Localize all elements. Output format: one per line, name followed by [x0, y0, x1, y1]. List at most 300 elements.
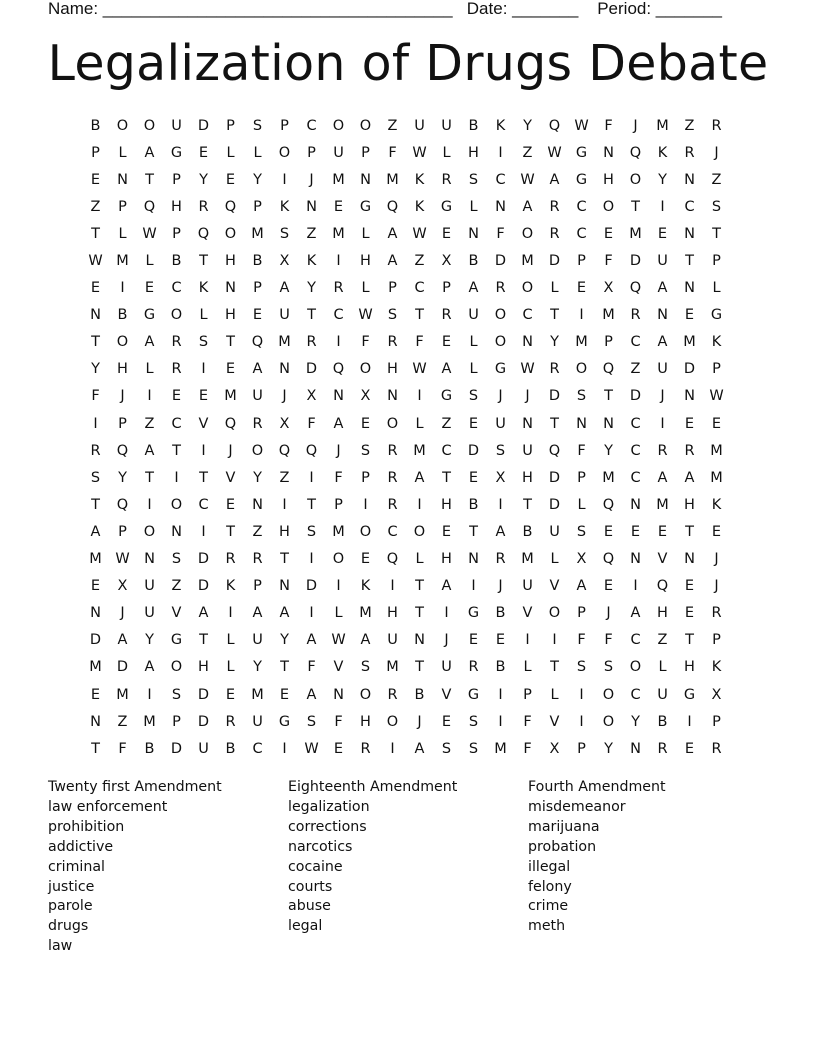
grid-letter[interactable]: Q: [386, 198, 399, 215]
grid-letter[interactable]: S: [171, 686, 182, 703]
grid-letter[interactable]: H: [684, 496, 695, 513]
grid-letter[interactable]: E: [90, 686, 101, 703]
grid-letter[interactable]: T: [145, 171, 154, 188]
grid-letter[interactable]: U: [198, 740, 209, 757]
grid-letter[interactable]: M: [359, 605, 372, 622]
grid-letter[interactable]: A: [468, 280, 479, 297]
grid-letter[interactable]: R: [711, 740, 722, 757]
grid-letter[interactable]: U: [495, 415, 506, 432]
grid-letter[interactable]: O: [359, 361, 372, 378]
grid-letter[interactable]: R: [495, 551, 506, 568]
grid-letter[interactable]: Z: [90, 198, 101, 215]
grid-letter[interactable]: U: [171, 117, 182, 134]
grid-letter[interactable]: I: [174, 469, 179, 486]
grid-letter[interactable]: I: [363, 496, 368, 513]
grid-letter[interactable]: R: [387, 496, 398, 513]
grid-letter[interactable]: P: [307, 144, 316, 161]
grid-letter[interactable]: K: [360, 578, 371, 595]
grid-letter[interactable]: E: [279, 686, 290, 703]
grid-letter[interactable]: W: [115, 551, 130, 568]
grid-letter[interactable]: B: [144, 740, 155, 757]
grid-letter[interactable]: T: [442, 469, 451, 486]
grid-letter[interactable]: X: [549, 740, 560, 757]
grid-letter[interactable]: V: [441, 686, 452, 703]
grid-letter[interactable]: T: [226, 334, 235, 351]
grid-letter[interactable]: P: [442, 280, 451, 297]
grid-letter[interactable]: I: [93, 415, 98, 432]
grid-letter[interactable]: E: [441, 713, 452, 730]
grid-letter[interactable]: M: [251, 686, 264, 703]
grid-letter[interactable]: E: [630, 523, 641, 540]
grid-letter[interactable]: S: [279, 225, 290, 242]
grid-letter[interactable]: Z: [630, 361, 641, 378]
grid-letter[interactable]: M: [278, 334, 291, 351]
grid-letter[interactable]: B: [252, 253, 263, 270]
grid-letter[interactable]: I: [552, 632, 557, 649]
grid-letter[interactable]: Q: [143, 198, 156, 215]
grid-letter[interactable]: P: [604, 334, 613, 351]
grid-letter[interactable]: G: [440, 388, 453, 405]
grid-letter[interactable]: P: [172, 171, 181, 188]
grid-letter[interactable]: Q: [278, 442, 291, 459]
grid-letter[interactable]: E: [468, 469, 479, 486]
grid-letter[interactable]: Z: [441, 415, 452, 432]
grid-letter[interactable]: U: [333, 144, 344, 161]
grid-letter[interactable]: W: [547, 144, 562, 161]
grid-letter[interactable]: H: [522, 469, 533, 486]
grid-letter[interactable]: P: [118, 198, 127, 215]
grid-letter[interactable]: R: [225, 551, 236, 568]
grid-letter[interactable]: H: [225, 253, 236, 270]
grid-letter[interactable]: K: [414, 198, 425, 215]
grid-letter[interactable]: N: [495, 198, 506, 215]
grid-letter[interactable]: W: [520, 171, 535, 188]
grid-letter[interactable]: J: [309, 171, 314, 188]
grid-letter[interactable]: E: [198, 388, 209, 405]
grid-letter[interactable]: I: [336, 578, 341, 595]
grid-letter[interactable]: I: [147, 388, 152, 405]
grid-letter[interactable]: Z: [684, 117, 695, 134]
grid-letter[interactable]: O: [332, 117, 345, 134]
grid-letter[interactable]: E: [603, 523, 614, 540]
grid-letter[interactable]: D: [305, 578, 318, 595]
grid-letter[interactable]: T: [523, 496, 532, 513]
grid-letter[interactable]: E: [90, 578, 101, 595]
grid-letter[interactable]: N: [684, 280, 695, 297]
grid-letter[interactable]: A: [117, 632, 128, 649]
grid-letter[interactable]: H: [387, 361, 398, 378]
grid-letter[interactable]: N: [144, 551, 155, 568]
grid-letter[interactable]: Z: [657, 632, 668, 649]
grid-letter[interactable]: S: [576, 388, 587, 405]
grid-letter[interactable]: P: [388, 280, 397, 297]
grid-letter[interactable]: Y: [118, 469, 127, 486]
grid-letter[interactable]: T: [280, 551, 289, 568]
grid-letter[interactable]: P: [361, 469, 370, 486]
grid-letter[interactable]: J: [633, 117, 638, 134]
grid-letter[interactable]: U: [657, 686, 668, 703]
grid-letter[interactable]: A: [441, 361, 452, 378]
grid-letter[interactable]: M: [332, 523, 345, 540]
grid-letter[interactable]: E: [333, 198, 344, 215]
grid-letter[interactable]: I: [525, 632, 530, 649]
grid-letter[interactable]: M: [332, 171, 345, 188]
grid-letter[interactable]: I: [282, 740, 287, 757]
grid-letter[interactable]: A: [306, 686, 317, 703]
grid-letter[interactable]: A: [360, 632, 371, 649]
grid-letter[interactable]: O: [548, 605, 561, 622]
grid-letter[interactable]: Z: [522, 144, 533, 161]
grid-letter[interactable]: Z: [279, 469, 290, 486]
grid-letter[interactable]: J: [525, 388, 530, 405]
grid-letter[interactable]: F: [604, 253, 613, 270]
grid-letter[interactable]: O: [386, 415, 399, 432]
grid-letter[interactable]: T: [550, 415, 559, 432]
grid-letter[interactable]: P: [577, 469, 586, 486]
grid-letter[interactable]: L: [118, 144, 127, 161]
grid-letter[interactable]: V: [657, 551, 668, 568]
grid-letter[interactable]: H: [441, 551, 452, 568]
grid-letter[interactable]: L: [415, 415, 424, 432]
grid-letter[interactable]: F: [307, 659, 316, 676]
grid-letter[interactable]: R: [171, 361, 182, 378]
grid-letter[interactable]: L: [145, 253, 154, 270]
grid-letter[interactable]: B: [495, 605, 506, 622]
grid-letter[interactable]: A: [144, 334, 155, 351]
grid-letter[interactable]: R: [252, 551, 263, 568]
grid-letter[interactable]: M: [602, 469, 615, 486]
grid-letter[interactable]: X: [495, 469, 506, 486]
grid-letter[interactable]: C: [630, 632, 641, 649]
grid-letter[interactable]: J: [120, 388, 125, 405]
grid-letter[interactable]: I: [147, 686, 152, 703]
grid-letter[interactable]: A: [495, 523, 506, 540]
grid-letter[interactable]: E: [603, 225, 614, 242]
grid-letter[interactable]: A: [333, 415, 344, 432]
grid-letter[interactable]: F: [604, 117, 613, 134]
grid-letter[interactable]: A: [414, 469, 425, 486]
grid-letter[interactable]: Y: [91, 361, 100, 378]
grid-letter[interactable]: A: [279, 605, 290, 622]
grid-letter[interactable]: I: [498, 713, 503, 730]
grid-letter[interactable]: N: [603, 144, 614, 161]
grid-letter[interactable]: B: [522, 523, 533, 540]
grid-letter[interactable]: C: [630, 469, 641, 486]
grid-letter[interactable]: K: [711, 496, 722, 513]
grid-letter[interactable]: H: [279, 523, 290, 540]
grid-letter[interactable]: V: [522, 605, 533, 622]
grid-letter[interactable]: H: [360, 713, 371, 730]
grid-letter[interactable]: H: [657, 605, 668, 622]
grid-letter[interactable]: W: [574, 117, 589, 134]
grid-letter[interactable]: M: [602, 307, 615, 324]
grid-letter[interactable]: S: [468, 740, 479, 757]
grid-letter[interactable]: O: [170, 659, 183, 676]
grid-letter[interactable]: N: [468, 551, 479, 568]
grid-letter[interactable]: T: [307, 307, 316, 324]
grid-letter[interactable]: Q: [629, 280, 642, 297]
grid-letter[interactable]: A: [279, 280, 290, 297]
grid-letter[interactable]: P: [577, 740, 586, 757]
grid-letter[interactable]: R: [684, 442, 695, 459]
grid-letter[interactable]: F: [496, 225, 505, 242]
grid-letter[interactable]: G: [143, 307, 156, 324]
grid-letter[interactable]: L: [253, 144, 262, 161]
grid-letter[interactable]: O: [521, 225, 534, 242]
grid-letter[interactable]: S: [576, 523, 587, 540]
grid-letter[interactable]: Q: [116, 442, 129, 459]
grid-letter[interactable]: P: [712, 713, 721, 730]
grid-letter[interactable]: T: [712, 225, 721, 242]
grid-letter[interactable]: M: [116, 253, 129, 270]
grid-letter[interactable]: L: [226, 632, 235, 649]
grid-letter[interactable]: N: [684, 388, 695, 405]
grid-letter[interactable]: I: [498, 686, 503, 703]
grid-letter[interactable]: O: [386, 713, 399, 730]
grid-letter[interactable]: Q: [548, 442, 561, 459]
grid-letter[interactable]: I: [201, 361, 206, 378]
grid-letter[interactable]: T: [280, 659, 289, 676]
grid-letter[interactable]: G: [467, 686, 480, 703]
grid-letter[interactable]: M: [89, 659, 102, 676]
grid-letter[interactable]: N: [90, 713, 101, 730]
grid-letter[interactable]: W: [142, 225, 157, 242]
grid-letter[interactable]: P: [334, 496, 343, 513]
grid-letter[interactable]: C: [171, 415, 182, 432]
grid-letter[interactable]: C: [576, 198, 587, 215]
grid-letter[interactable]: W: [358, 307, 373, 324]
grid-letter[interactable]: D: [89, 632, 102, 649]
grid-letter[interactable]: P: [361, 144, 370, 161]
grid-letter[interactable]: X: [279, 415, 290, 432]
grid-letter[interactable]: I: [147, 496, 152, 513]
grid-letter[interactable]: E: [225, 361, 236, 378]
grid-letter[interactable]: K: [495, 117, 506, 134]
grid-letter[interactable]: P: [226, 117, 235, 134]
grid-letter[interactable]: I: [336, 334, 341, 351]
grid-letter[interactable]: A: [549, 171, 560, 188]
grid-letter[interactable]: I: [390, 578, 395, 595]
grid-letter[interactable]: O: [629, 171, 642, 188]
grid-letter[interactable]: T: [550, 307, 559, 324]
grid-letter[interactable]: A: [657, 334, 668, 351]
grid-letter[interactable]: D: [683, 361, 696, 378]
grid-letter[interactable]: I: [309, 605, 314, 622]
grid-letter[interactable]: X: [306, 388, 317, 405]
grid-letter[interactable]: Q: [332, 361, 345, 378]
grid-letter[interactable]: V: [225, 469, 236, 486]
grid-letter[interactable]: I: [309, 469, 314, 486]
grid-letter[interactable]: E: [171, 388, 182, 405]
grid-letter[interactable]: E: [657, 523, 668, 540]
grid-letter[interactable]: R: [630, 307, 641, 324]
grid-letter[interactable]: A: [522, 198, 533, 215]
grid-letter[interactable]: N: [522, 415, 533, 432]
grid-letter[interactable]: C: [576, 225, 587, 242]
grid-letter[interactable]: C: [630, 334, 641, 351]
grid-letter[interactable]: Y: [658, 171, 667, 188]
grid-letter[interactable]: J: [282, 388, 287, 405]
grid-letter[interactable]: M: [224, 388, 237, 405]
grid-letter[interactable]: A: [198, 605, 209, 622]
grid-letter[interactable]: I: [282, 171, 287, 188]
grid-letter[interactable]: D: [197, 578, 210, 595]
grid-letter[interactable]: T: [199, 632, 208, 649]
grid-letter[interactable]: R: [171, 334, 182, 351]
grid-letter[interactable]: J: [498, 578, 503, 595]
grid-letter[interactable]: X: [711, 686, 722, 703]
grid-letter[interactable]: O: [494, 307, 507, 324]
grid-letter[interactable]: E: [468, 632, 479, 649]
grid-letter[interactable]: V: [171, 605, 182, 622]
grid-letter[interactable]: W: [412, 144, 427, 161]
grid-letter[interactable]: O: [602, 713, 615, 730]
grid-letter[interactable]: G: [170, 144, 183, 161]
grid-letter[interactable]: C: [198, 496, 209, 513]
grid-letter[interactable]: C: [630, 442, 641, 459]
grid-letter[interactable]: J: [228, 442, 233, 459]
grid-letter[interactable]: P: [712, 632, 721, 649]
grid-letter[interactable]: S: [603, 659, 614, 676]
grid-letter[interactable]: P: [280, 117, 289, 134]
grid-letter[interactable]: B: [468, 496, 479, 513]
grid-letter[interactable]: O: [251, 442, 264, 459]
grid-letter[interactable]: B: [90, 117, 101, 134]
grid-letter[interactable]: S: [360, 442, 371, 459]
grid-letter[interactable]: O: [116, 117, 129, 134]
grid-letter[interactable]: T: [415, 659, 424, 676]
grid-letter[interactable]: P: [253, 198, 262, 215]
grid-letter[interactable]: J: [714, 144, 719, 161]
grid-letter[interactable]: N: [387, 388, 398, 405]
grid-letter[interactable]: M: [710, 442, 723, 459]
grid-letter[interactable]: R: [252, 415, 263, 432]
grid-letter[interactable]: R: [495, 280, 506, 297]
grid-letter[interactable]: U: [657, 253, 668, 270]
grid-letter[interactable]: H: [360, 253, 371, 270]
grid-letter[interactable]: G: [170, 632, 183, 649]
grid-letter[interactable]: D: [197, 713, 210, 730]
grid-letter[interactable]: E: [225, 686, 236, 703]
grid-letter[interactable]: L: [145, 361, 154, 378]
grid-letter[interactable]: I: [498, 496, 503, 513]
grid-letter[interactable]: D: [197, 551, 210, 568]
grid-letter[interactable]: O: [116, 334, 129, 351]
grid-letter[interactable]: O: [359, 523, 372, 540]
grid-letter[interactable]: H: [171, 198, 182, 215]
grid-letter[interactable]: R: [549, 225, 560, 242]
grid-letter[interactable]: H: [225, 307, 236, 324]
grid-letter[interactable]: B: [414, 686, 425, 703]
grid-letter[interactable]: L: [226, 144, 235, 161]
grid-letter[interactable]: E: [441, 225, 452, 242]
grid-letter[interactable]: T: [145, 469, 154, 486]
grid-letter[interactable]: I: [579, 686, 584, 703]
grid-letter[interactable]: F: [577, 442, 586, 459]
grid-letter[interactable]: C: [630, 686, 641, 703]
grid-letter[interactable]: D: [629, 388, 642, 405]
grid-letter[interactable]: N: [522, 334, 533, 351]
grid-letter[interactable]: P: [577, 605, 586, 622]
grid-letter[interactable]: O: [332, 551, 345, 568]
grid-letter[interactable]: Q: [116, 496, 129, 513]
grid-letter[interactable]: P: [253, 280, 262, 297]
grid-letter[interactable]: Z: [711, 171, 722, 188]
grid-letter[interactable]: L: [118, 225, 127, 242]
grid-letter[interactable]: S: [171, 551, 182, 568]
grid-letter[interactable]: O: [359, 686, 372, 703]
grid-letter[interactable]: G: [575, 144, 588, 161]
grid-letter[interactable]: P: [118, 523, 127, 540]
grid-letter[interactable]: R: [549, 361, 560, 378]
grid-letter[interactable]: U: [549, 523, 560, 540]
grid-letter[interactable]: L: [361, 280, 370, 297]
grid-letter[interactable]: M: [332, 225, 345, 242]
grid-letter[interactable]: Y: [199, 171, 208, 188]
grid-letter[interactable]: O: [575, 361, 588, 378]
grid-letter[interactable]: J: [660, 388, 665, 405]
grid-letter[interactable]: F: [307, 415, 316, 432]
grid-letter[interactable]: T: [685, 632, 694, 649]
grid-letter[interactable]: I: [498, 144, 503, 161]
grid-letter[interactable]: U: [144, 605, 155, 622]
grid-letter[interactable]: G: [683, 686, 696, 703]
grid-letter[interactable]: I: [471, 578, 476, 595]
grid-letter[interactable]: N: [360, 171, 371, 188]
grid-letter[interactable]: U: [522, 578, 533, 595]
grid-letter[interactable]: R: [333, 280, 344, 297]
grid-letter[interactable]: P: [172, 225, 181, 242]
grid-letter[interactable]: Q: [224, 198, 237, 215]
grid-letter[interactable]: O: [629, 659, 642, 676]
grid-letter[interactable]: D: [494, 253, 507, 270]
grid-letter[interactable]: R: [657, 442, 668, 459]
grid-letter[interactable]: G: [278, 713, 291, 730]
grid-letter[interactable]: M: [386, 659, 399, 676]
grid-letter[interactable]: P: [712, 361, 721, 378]
grid-letter[interactable]: R: [657, 740, 668, 757]
grid-letter[interactable]: L: [361, 225, 370, 242]
grid-letter[interactable]: Q: [602, 551, 615, 568]
grid-letter[interactable]: A: [306, 632, 317, 649]
grid-letter[interactable]: B: [657, 713, 668, 730]
grid-letter[interactable]: N: [117, 171, 128, 188]
grid-letter[interactable]: W: [520, 361, 535, 378]
grid-letter[interactable]: M: [683, 334, 696, 351]
grid-letter[interactable]: Q: [656, 578, 669, 595]
grid-letter[interactable]: D: [197, 686, 210, 703]
grid-letter[interactable]: G: [494, 361, 507, 378]
grid-letter[interactable]: R: [684, 144, 695, 161]
grid-letter[interactable]: T: [685, 523, 694, 540]
grid-letter[interactable]: N: [90, 307, 101, 324]
grid-letter[interactable]: T: [91, 225, 100, 242]
grid-letter[interactable]: O: [278, 144, 291, 161]
grid-letter[interactable]: C: [171, 280, 182, 297]
grid-letter[interactable]: V: [549, 578, 560, 595]
grid-letter[interactable]: R: [711, 117, 722, 134]
grid-letter[interactable]: T: [91, 496, 100, 513]
grid-letter[interactable]: E: [144, 280, 155, 297]
grid-letter[interactable]: M: [710, 469, 723, 486]
grid-letter[interactable]: A: [144, 144, 155, 161]
grid-letter[interactable]: W: [412, 225, 427, 242]
grid-letter[interactable]: A: [144, 659, 155, 676]
grid-letter[interactable]: H: [441, 496, 452, 513]
grid-letter[interactable]: Y: [280, 632, 289, 649]
grid-letter[interactable]: L: [550, 280, 559, 297]
grid-letter[interactable]: M: [656, 117, 669, 134]
